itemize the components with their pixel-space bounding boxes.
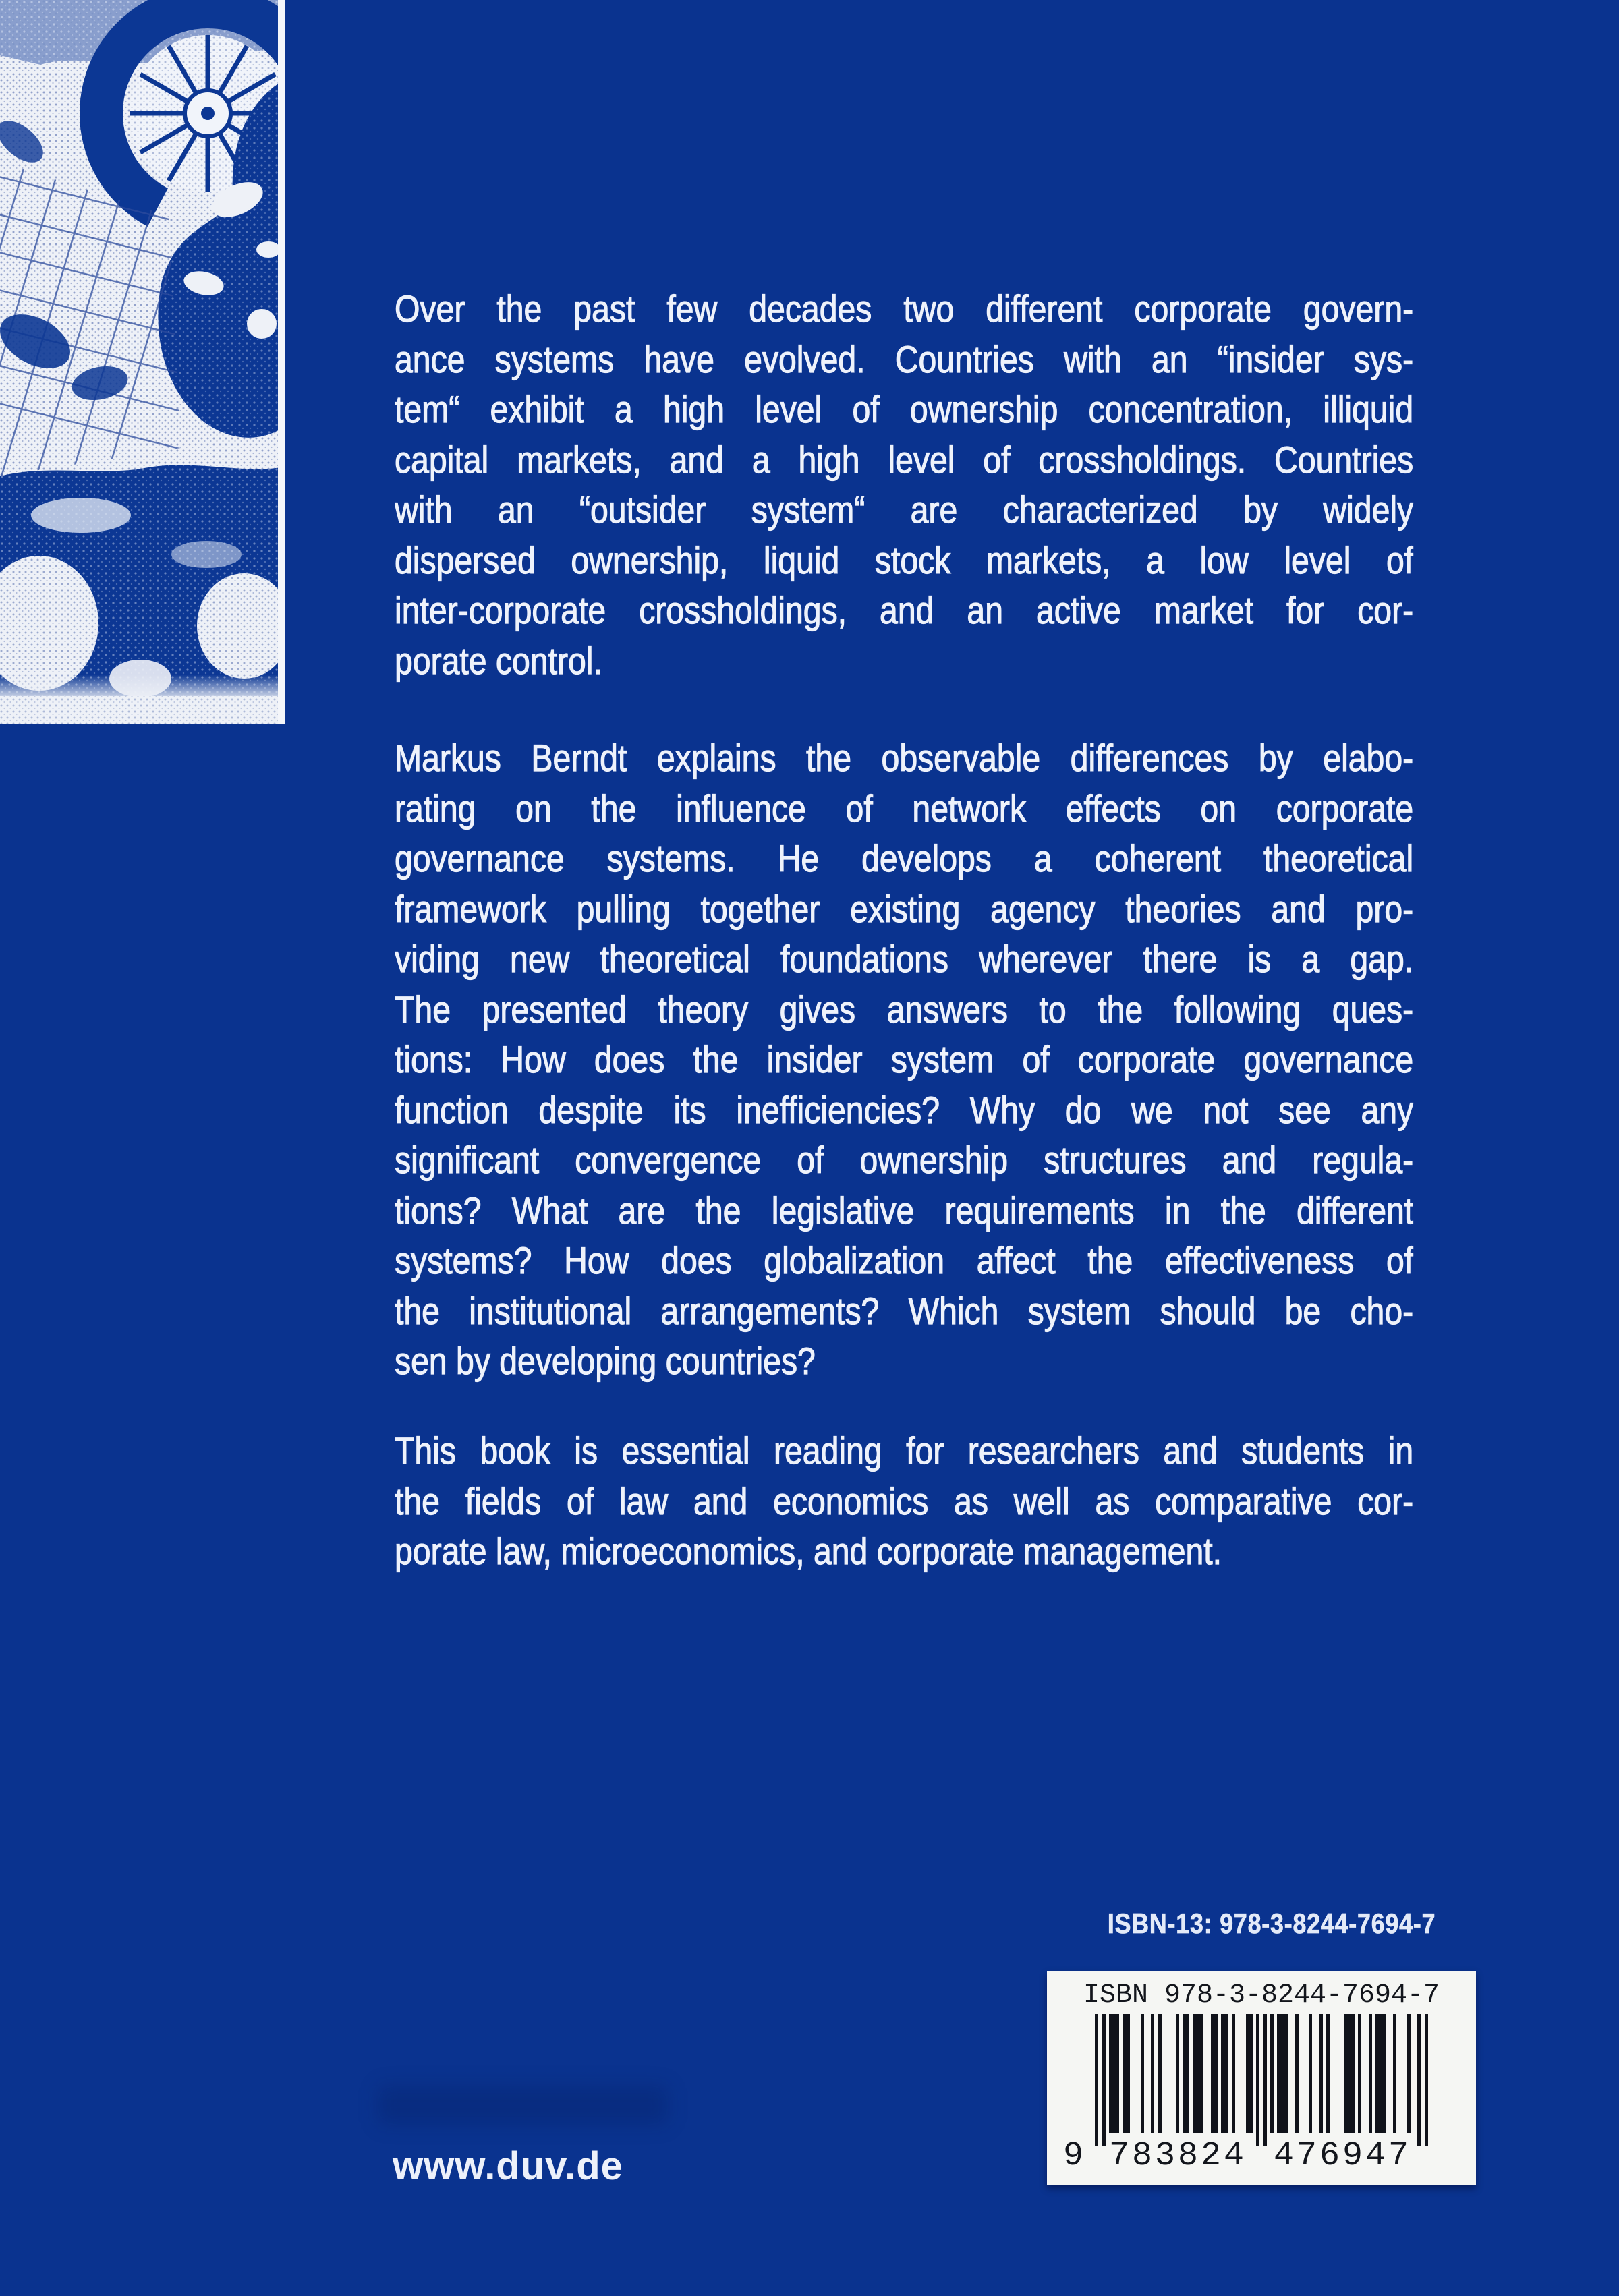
barcode-isbn-label: ISBN 978-3-8244-7694-7 (1083, 1980, 1440, 2011)
text-line: tions? What are the legislative requirements in the different (395, 1188, 1414, 1232)
text-line: capital markets, and a high level of crossholdings. Countries (395, 438, 1414, 481)
text-line: Markus Berndt explains the observable differences by elabo- (395, 737, 1414, 779)
text-line: the fields of law and economics as well as comparative cor- (395, 1479, 1414, 1522)
text-line: viding new theoretical foundations wherever there is a gap. (395, 938, 1414, 980)
ean13-bars (1095, 2014, 1428, 2146)
text-line: systems? How does globalization affect the effectiveness of (395, 1239, 1414, 1282)
text-line: governance systems. He develops a coherent theoretical (395, 837, 1414, 880)
text-line: porate control. (395, 639, 602, 682)
text-line: ance systems have evolved. Countries with an “insider sys- (395, 337, 1414, 380)
text-line: the institutional arrangements? Which system should be cho- (395, 1289, 1414, 1332)
text-line: Over the past few decades two different corporate govern- (395, 287, 1414, 330)
text-line: tions: How does the insider system of corporate governance (395, 1038, 1414, 1081)
isbn-13-text: ISBN-13: 978-3-8244-7694-7 (1107, 1907, 1436, 1939)
paragraph-author-summary (395, 733, 1413, 1387)
barcode (1047, 1971, 1476, 2185)
text-line: dispersed ownership, liquid stock markets, a low level of (395, 538, 1414, 581)
text-line: sen by developing countries? (395, 1340, 816, 1382)
paragraph-audience (395, 1426, 1413, 1577)
text-line: porate law, microeconomics, and corporate management. (395, 1530, 1222, 1572)
print-ghost-artifact (378, 2086, 668, 2125)
text-line: function despite its inefficiencies? Why do we not see any (395, 1088, 1414, 1131)
text-line: framework pulling together existing agency theories and pro- (395, 887, 1414, 930)
website-url: www.duv.de (393, 2144, 623, 2188)
paragraph-governance-systems (395, 284, 1413, 686)
barcode-digit-group: 9 (1063, 2137, 1084, 2175)
barcode-digit-group: 783824 (1109, 2137, 1247, 2175)
text-line: inter-corporate crossholdings, and an active market for cor- (395, 589, 1414, 631)
globe-illustration (0, 0, 285, 724)
text-line: with an “outsider system“ are characterized by widely (395, 488, 1414, 531)
barcode-digit-group: 476947 (1274, 2137, 1412, 2175)
text-line: This book is essential reading for researchers and students in (395, 1429, 1414, 1472)
text-line: significant convergence of ownership structures and regula- (395, 1139, 1414, 1181)
text-line: rating on the influence of network effects on corporate (395, 786, 1414, 830)
text-line: The presented theory gives answers to the following ques- (395, 987, 1414, 1031)
text-line: tem“ exhibit a high level of ownership concentration, illiquid (395, 388, 1414, 430)
